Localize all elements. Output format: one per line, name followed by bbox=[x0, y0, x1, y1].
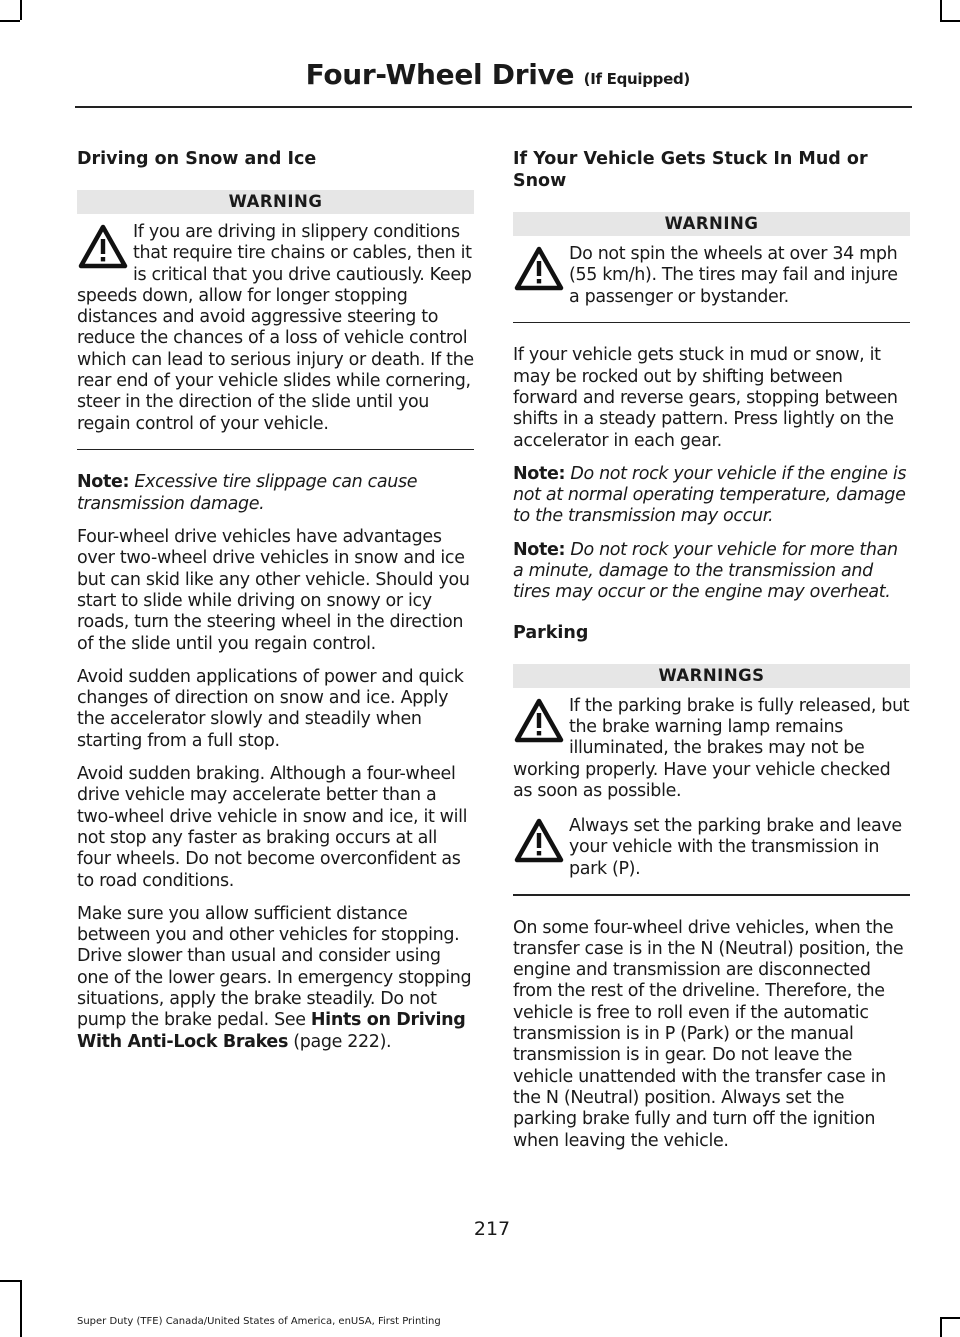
page-title-main: Four-Wheel Drive bbox=[305, 58, 575, 91]
see-prefix: See bbox=[274, 1010, 306, 1031]
cross-reference-link[interactable]: Hints on Driving With Anti-Lock Brakes bbox=[77, 1010, 466, 1052]
warning-label: WARNING bbox=[513, 212, 910, 236]
warning-block bbox=[513, 816, 910, 880]
footer-text: Super Duty (TFE) Canada/United States of America, enUSA, First Printing bbox=[77, 1316, 441, 1327]
crop-mark bbox=[0, 1280, 20, 1282]
warning-block bbox=[513, 696, 910, 802]
page-title-qualifier: (If Equipped) bbox=[583, 70, 690, 88]
warning-block bbox=[77, 222, 474, 435]
note-label: Note: bbox=[513, 463, 566, 484]
section-heading-parking: Parking bbox=[513, 622, 589, 643]
paragraph-text: Make sure you allow sufficient distance between you and other vehicles for stopping. Drive slower than usual and consider using one of the lower gears. In emergency stopping situations, apply the brake steadily. Do not pump the brake pedal. bbox=[77, 903, 472, 1031]
cross-reference-page: (page 222). bbox=[293, 1031, 392, 1052]
paragraph: On some four-wheel drive vehicles, when the transfer case is in the N (Neutral) position, the engine and transmission are disconnected from the rest of the driveline. Therefore, the vehicle is free to roll even if the automatic transmission is in P (Park) or the manual transmission is in gear. Do not leave the vehicle unattended with the transfer case in the N (Neutral) position. Always set the parking brake fully and turn off the ignition when leaving the vehicle. bbox=[513, 917, 904, 1151]
paragraph bbox=[77, 904, 474, 1053]
note bbox=[513, 540, 910, 604]
warning-rule bbox=[77, 449, 474, 451]
page-number: 217 bbox=[473, 1218, 511, 1240]
crop-mark bbox=[940, 1317, 942, 1337]
warning-rule bbox=[513, 322, 910, 324]
note-text: Do not rock your vehicle if the engine is not at normal operating temperature, damage to the transmission may occur. bbox=[513, 463, 907, 527]
right-column bbox=[513, 148, 910, 1164]
section-heading-snow-ice: Driving on Snow and Ice bbox=[77, 149, 317, 169]
warnings-label: WARNINGS bbox=[513, 664, 910, 688]
note bbox=[513, 464, 910, 528]
note-text: Do not rock your vehicle for more than a minute, damage to the transmission and tires may occur or the engine may overheat. bbox=[513, 539, 898, 603]
warning-label: WARNING bbox=[77, 190, 474, 214]
paragraph: If your vehicle gets stuck in mud or snow, it may be rocked out by shifting between forward and reverse gears, stopping between shifts in a steady pattern. Press lightly on the accelerator in each gear. bbox=[513, 345, 898, 451]
page-title bbox=[306, 58, 690, 91]
warning-rule bbox=[513, 894, 910, 896]
section-heading-stuck: If Your Vehicle Gets Stuck In Mud or Snow bbox=[513, 149, 868, 191]
warning-triangle-icon bbox=[513, 246, 565, 292]
left-column bbox=[77, 148, 474, 1065]
warning-text: If the parking brake is fully released, but the brake warning lamp remains illuminated, the brakes may not be working properly. Have your vehicle checked as soon as possible. bbox=[513, 695, 910, 801]
header-rule bbox=[75, 106, 912, 108]
paragraph: Avoid sudden braking. Although a four-wheel drive vehicle may accelerate better than a two-wheel drive vehicle in snow and ice, it will not stop any faster as braking occurs at all four wheels. Do not become overconfident as to road conditions. bbox=[77, 764, 468, 891]
paragraph: Four-wheel drive vehicles have advantages over two-wheel drive vehicles in snow and ice but can skid like any other vehicle. Should you start to slide while driving on snowy or icy roads, turn the steering wheel in the direction of the slide until you regain control. bbox=[77, 527, 470, 654]
warning-block bbox=[513, 244, 910, 308]
note bbox=[77, 472, 474, 515]
warning-text: If you are driving in slippery conditions that require tire chains or cables, then it is critical that you drive cautiously. Keep speeds down, allow for longer stopping distances and avoid aggressive steering to reduce the chances of a loss of vehicle control which can lead to serious injury or death. If the rear end of your vehicle slides while cornering, steer in the direction of the slide until you regain control of your vehicle. bbox=[77, 222, 474, 434]
warning-triangle-icon bbox=[513, 698, 565, 744]
paragraph: Avoid sudden applications of power and quick changes of direction on snow and ice. Apply the accelerator slowly and steadily when starting from a full stop. bbox=[77, 666, 464, 751]
crop-mark bbox=[20, 1280, 22, 1337]
note-text: Excessive tire slippage can cause transmission damage. bbox=[77, 472, 418, 514]
note-label: Note: bbox=[77, 472, 130, 493]
note-label: Note: bbox=[513, 539, 566, 560]
crop-mark bbox=[940, 1317, 960, 1319]
warning-text: Always set the parking brake and leave your vehicle with the transmission in park (P). bbox=[569, 816, 902, 879]
crop-mark bbox=[20, 0, 22, 20]
warning-triangle-icon bbox=[513, 818, 565, 864]
warning-triangle-icon bbox=[77, 224, 129, 270]
crop-mark bbox=[940, 20, 960, 22]
warning-text: Do not spin the wheels at over 34 mph (55 km/h). The tires may fail and injure a passenger or bystander. bbox=[569, 244, 898, 307]
crop-mark bbox=[940, 0, 942, 20]
crop-mark bbox=[0, 20, 20, 22]
